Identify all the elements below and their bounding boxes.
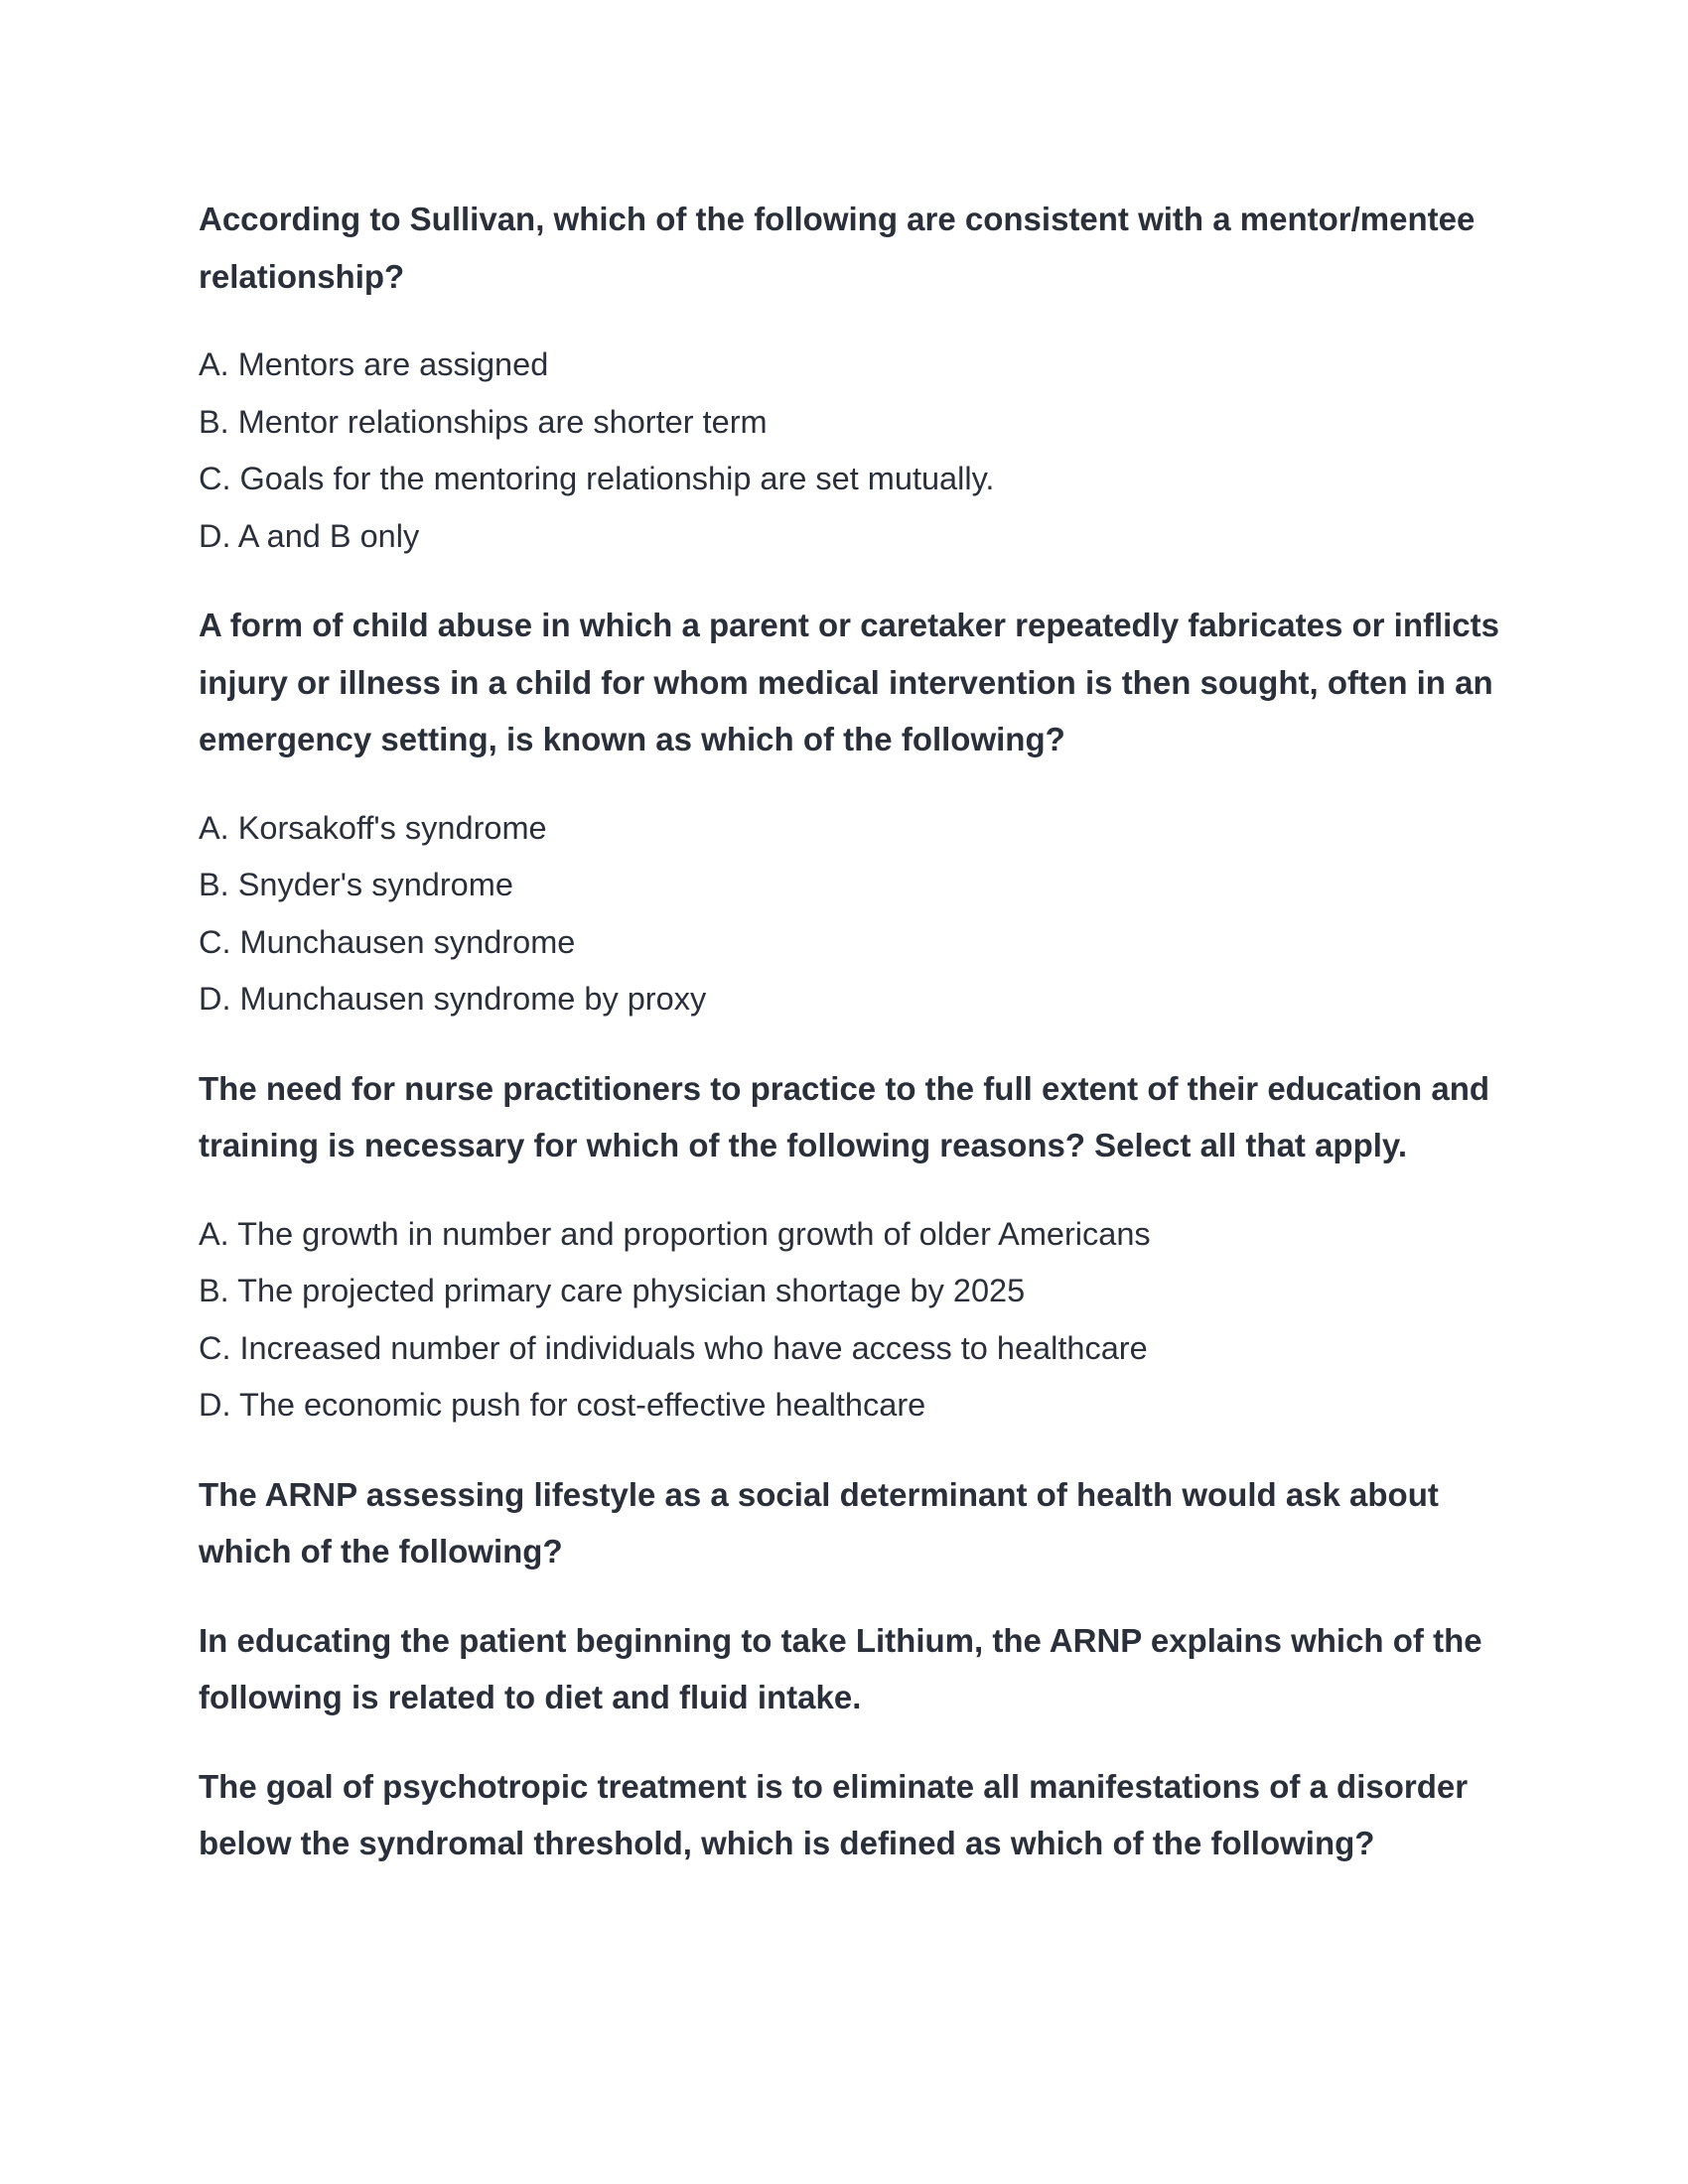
- document-page: [199, 191, 1499, 1904]
- option-1a: A. Mentors are assigned: [199, 346, 549, 382]
- option-3a: A. The growth in number and proportion growth of older Americans: [199, 1215, 1151, 1252]
- option-2b: B. Snyder's syndrome: [199, 867, 513, 902]
- options-question-3: [199, 1206, 1499, 1434]
- option-3d: D. The economic push for cost-effective healthcare: [199, 1387, 926, 1423]
- option-1b: B. Mentor relationships are shorter term: [199, 403, 768, 440]
- question-1: According to Sullivan, which of the following are consistent with a mentor/mentee relationship?: [199, 201, 1476, 295]
- option-2a: A. Korsakoff's syndrome: [199, 809, 547, 846]
- options-question-1: [199, 337, 1499, 565]
- option-1c: C. Goals for the mentoring relationship are set mutually.: [199, 461, 995, 496]
- question-4: The ARNP assessing lifestyle as a social determinant of health would ask about which of the following?: [199, 1475, 1439, 1570]
- options-question-2: [199, 800, 1499, 1028]
- option-3b: B. The projected primary care physician shortage by 2025: [199, 1273, 1026, 1308]
- option-1d: D. A and B only: [199, 517, 420, 554]
- question-5: In educating the patient beginning to take Lithium, the ARNP explains which of the following is related to diet and fluid intake.: [199, 1621, 1482, 1715]
- option-2c: C. Munchausen syndrome: [199, 923, 576, 960]
- question-2: A form of child abuse in which a parent or caretaker repeatedly fabricates or inflicts injury or illness in a child for whom medical intervention is then sought, often in an emergency setting, is known as which of the following?: [199, 607, 1499, 757]
- question-6: The goal of psychotropic treatment is to eliminate all manifestations of a disorder below the syndromal threshold, which is defined as which of the following?: [199, 1767, 1469, 1861]
- option-2d: D. Munchausen syndrome by proxy: [199, 981, 707, 1017]
- option-3c: C. Increased number of individuals who have access to healthcare: [199, 1329, 1148, 1366]
- question-3: The need for nurse practitioners to practice to the full extent of their education and training is necessary for which of the following reasons? Select all that apply.: [199, 1069, 1490, 1163]
